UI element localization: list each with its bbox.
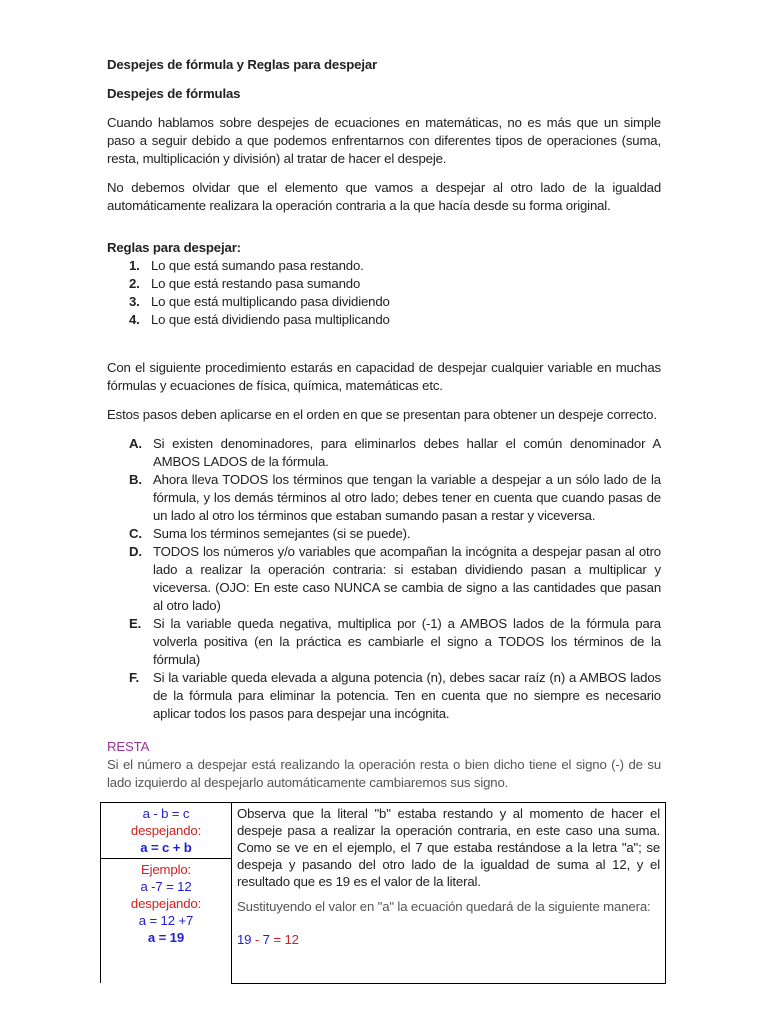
rule-number: 3. (129, 294, 140, 309)
step-letter: B. (129, 472, 142, 487)
section-subtitle: Despejes de fórmulas (107, 86, 241, 101)
step-item (129, 435, 661, 471)
step-item (129, 543, 661, 615)
step-letter: D. (129, 544, 142, 559)
final-c: 12 (284, 932, 299, 947)
step-item (129, 615, 661, 669)
substitution-text: Sustituyendo el valor en "a" la ecuación quedará de la siguiente manera: (237, 899, 651, 914)
formula-result: a = c + b (140, 840, 192, 855)
despejando-label-2: despejando: (130, 896, 202, 911)
step-letter: F. (129, 670, 139, 685)
table-row (101, 803, 666, 859)
rule-text: Lo que está restando pasa sumando (151, 276, 361, 291)
rule-number: 1. (129, 258, 140, 273)
example-table (100, 802, 666, 984)
final-op: - (251, 932, 263, 947)
intro-paragraph: Cuando hablamos sobre despejes de ecuaciones en matemáticas, no es más que un simple paso a seguir debido a que podemos enfrentarnos con diferentes tipos de operaciones (suma, resta, multiplicación y división) al tratar de hacer el despeje. (107, 115, 661, 166)
resta-paragraph: Si el número a despejar está realizando la operación resta o bien dicho tiene el signo (-) de su lado izquierdo al despejarlo automáticamente cambiaremos sus signo. (107, 757, 661, 790)
step-letter: E. (129, 616, 142, 631)
resta-heading: RESTA (107, 739, 150, 754)
step-letter: C. (129, 526, 142, 541)
ejemplo-label: Ejemplo: (140, 862, 192, 877)
despejando-label: despejando: (130, 823, 202, 838)
final-eq: = (269, 932, 285, 947)
step-item (129, 669, 661, 723)
step-item (129, 525, 661, 543)
rule-text: Lo que está sumando pasa restando. (151, 258, 364, 273)
final-equation (237, 931, 660, 948)
step-text: Si la variable queda negativa, multiplica por (-1) a AMBOS lados de la fórmula para volverla positiva (en la práctica es cambiarle el signo a TODOS los términos de la fórmula) (153, 616, 661, 667)
example-equation: a -7 = 12 (140, 879, 192, 894)
example-step: a = 12 +7 (138, 913, 194, 928)
formula-text: a - b = c (142, 806, 190, 821)
steps-list (129, 435, 661, 723)
rule-number: 4. (129, 312, 140, 327)
final-b: 7 (262, 932, 270, 947)
example-cell (101, 859, 232, 984)
reminder-paragraph: No debemos olvidar que el elemento que vamos a despejar al otro lado de la igualdad automáticamente realizara la operación contraria a la que hacía desde su forma original. (107, 180, 661, 213)
procedure-intro: Con el siguiente procedimiento estarás en capacidad de despejar cualquier variable en muchas fórmulas y ecuaciones de física, química, matemáticas etc. (107, 360, 661, 393)
rule-item (129, 275, 661, 293)
formula-cell (101, 803, 232, 859)
explanation-text: Observa que la literal "b" estaba restando y al momento de hacer el despeje pasa a realizar la operación contraria, en este caso una suma. Como se ve en el ejemplo, el 7 que estaba restándose a la letra "a"; se despeja y pasando del otro lado de la igualdad de suma al 12, y el resultado que es 19 es el valor de la literal. (237, 806, 660, 889)
rules-list (129, 257, 661, 329)
document-title: Despejes de fórmula y Reglas para despejar (107, 57, 378, 72)
step-text: Si la variable queda elevada a alguna potencia (n), debes sacar raíz (n) a AMBOS lados de la fórmula para eliminar la potencia. Ten en cuenta que no siempre es necesario aplicar todos los pasos para despejar una incógnita. (153, 670, 661, 721)
rule-item (129, 311, 661, 329)
step-text: Si existen denominadores, para eliminarlos debes hallar el común denominador A AMBOS LADOS de la fórmula. (153, 436, 661, 469)
step-text: TODOS los números y/o variables que acompañan la incógnita a despejar pasan al otro lado a realizar la operación contraria: si estaban dividiendo pasan a multiplicar y viceversa. (OJO: En este caso NUNCA se cambia de signo a las cantidades que pasan al otro lado) (153, 544, 661, 613)
step-text: Suma los términos semejantes (si se puede). (153, 526, 411, 541)
rule-item (129, 257, 661, 275)
rule-item (129, 293, 661, 311)
rules-heading: Reglas para despejar: (107, 240, 241, 255)
explanation-cell (232, 803, 666, 984)
rule-text: Lo que está dividiendo pasa multiplicando (151, 312, 390, 327)
procedure-order: Estos pasos deben aplicarse en el orden en que se presentan para obtener un despeje correcto. (107, 407, 657, 422)
step-letter: A. (129, 436, 142, 451)
final-a: 19 (237, 932, 252, 947)
step-item (129, 471, 661, 525)
rule-text: Lo que está multiplicando pasa dividiendo (151, 294, 390, 309)
example-result: a = 19 (147, 930, 185, 945)
rule-number: 2. (129, 276, 140, 291)
step-text: Ahora lleva TODOS los términos que tengan la variable a despejar a un sólo lado de la fórmula, y los demás términos al otro lado; debes tener en cuenta que cuando pasas de un lado al otro los términos que estaban sumando pasan a restar y viceversa. (153, 472, 661, 523)
